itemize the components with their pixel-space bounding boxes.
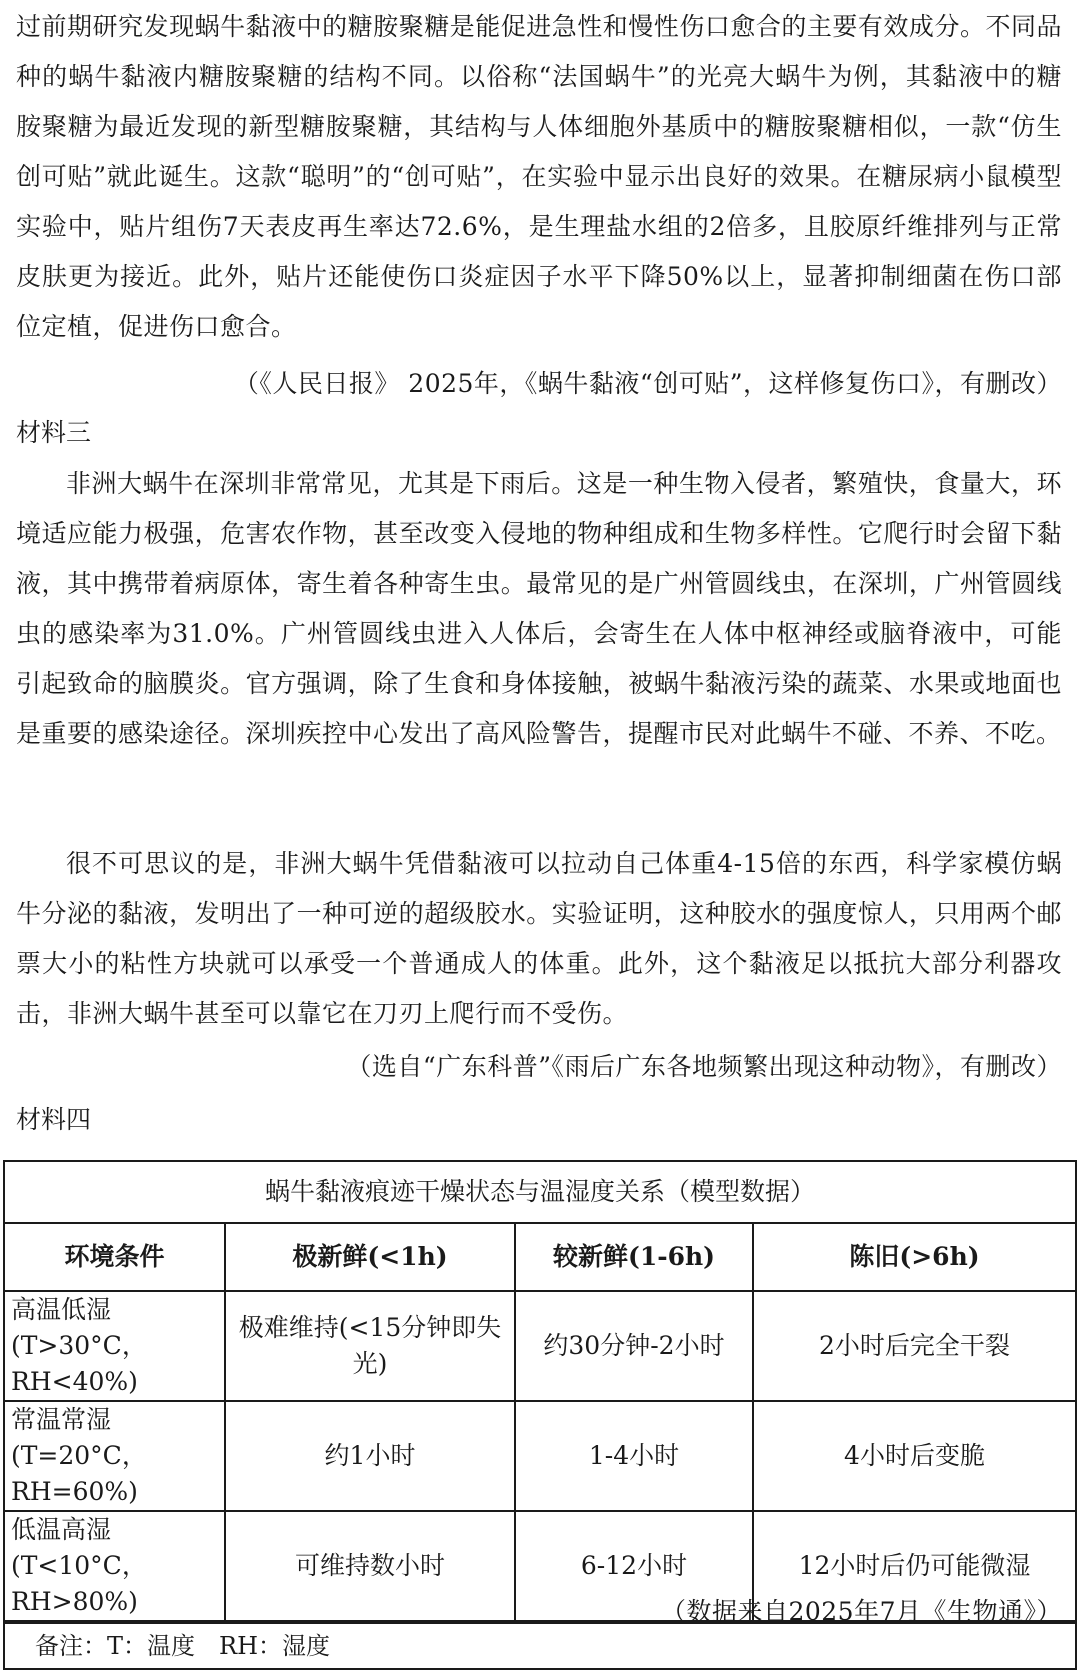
table-cell: 1-4小时: [515, 1401, 753, 1511]
data-table: [5, 1224, 1075, 1622]
table-cell: 约1小时: [225, 1401, 515, 1511]
material2-paragraph: 过前期研究发现蜗牛黏液中的糖胺聚糖是能促进急性和慢性伤口愈合的主要有效成分。不同品种的蜗牛黏液内糖胺聚糖的结构不同。以俗称“法国蜗牛”的光亮大蜗牛为例，其黏液中的糖胺聚糖为最近发现的新型糖胺聚糖，其结构与人体细胞外基质中的糖胺聚糖相似，一款“仿生创可贴”就此诞生。这款“聪明”的“创可贴”，在实验中显示出良好的效果。在糖尿病小鼠模型实验中，贴片组伤7天表皮再生率达72.6%，是生理盐水组的2倍多，且胶原纤维排列与正常皮肤更为接近。此外，贴片还能使伤口炎症因子水平下降50%以上，显著抑制细菌在伤口部位定植，促进伤口愈合。: [16, 12, 1062, 341]
material4-heading: 材料四: [16, 1105, 92, 1134]
table-cell: 常温常湿(T=20°C，RH=60%): [5, 1401, 225, 1511]
header-cell-very-fresh: 极新鲜(<1h): [225, 1224, 515, 1291]
table-note: 备注：T：温度 RH：湿度: [5, 1622, 1075, 1668]
table-cell: 可维持数小时: [225, 1511, 515, 1621]
header-cell-fresh: 较新鲜(1-6h): [515, 1224, 753, 1291]
table-cell: 约30分钟-2小时: [515, 1291, 753, 1401]
material3-source: （选自“广东科普”《雨后广东各地频繁出现这种动物》，有删改）: [346, 1052, 1062, 1081]
table-cell: 极难维持(<15分钟即失光): [225, 1291, 515, 1401]
material3-paragraph-1: 非洲大蜗牛在深圳非常常见，尤其是下雨后。这是一种生物入侵者，繁殖快，食量大，环境适应能力极强，危害农作物，甚至改变入侵地的物种组成和生物多样性。它爬行时会留下黏液，其中携带着病原体，寄生着各种寄生虫。最常见的是广州管圆线虫，在深圳，广州管圆线虫的感染率为31.0%。广州管圆线虫进入人体后，会寄生在人体中枢神经或脑脊液中，可能引起致命的脑膜炎。官方强调，除了生食和身体接触，被蜗牛黏液污染的蔬菜、水果或地面也是重要的感染途径。深圳疾控中心发出了高风险警告，提醒市民对此蜗牛不碰、不养、不吃。: [16, 469, 1062, 748]
material3-paragraph-2: 很不可思议的是，非洲大蜗牛凭借黏液可以拉动自己体重4-15倍的东西，科学家模仿蜗牛分泌的黏液，发明出了一种可逆的超级胶水。实验证明，这种胶水的强度惊人，只用两个邮票大小的粘性方块就可以承受一个普通成人的体重。此外，这个黏液足以抵抗大部分利器攻击，非洲大蜗牛甚至可以靠它在刀刃上爬行而不受伤。: [16, 849, 1062, 1028]
table-row: [5, 1401, 1075, 1511]
table-cell: 4小时后变脆: [753, 1401, 1075, 1511]
table-cell: 高温低湿(T>30°C，RH<40%): [5, 1291, 225, 1401]
table-cell: 低温高湿(T<10°C，RH>80%): [5, 1511, 225, 1621]
material2-source: （《人民日报》 2025年，《蜗牛黏液“创可贴”，这样修复伤口》，有删改）: [233, 369, 1062, 398]
table-row: [5, 1291, 1075, 1401]
table-header-row: [5, 1224, 1075, 1291]
material3-heading: 材料三: [16, 418, 92, 447]
table-cell: 12小时后仍可能微湿: [753, 1511, 1075, 1621]
table-title: 蜗牛黏液痕迹干燥状态与温湿度关系（模型数据）: [5, 1162, 1075, 1224]
table-cell: 6-12小时: [515, 1511, 753, 1621]
header-cell-old: 陈旧(>6h): [753, 1224, 1075, 1291]
material4-source: （数据来自2025年7月《生物通》）: [660, 1597, 1062, 1626]
table-cell: 2小时后完全干裂: [753, 1291, 1075, 1401]
header-cell-condition: 环境条件: [5, 1224, 225, 1291]
